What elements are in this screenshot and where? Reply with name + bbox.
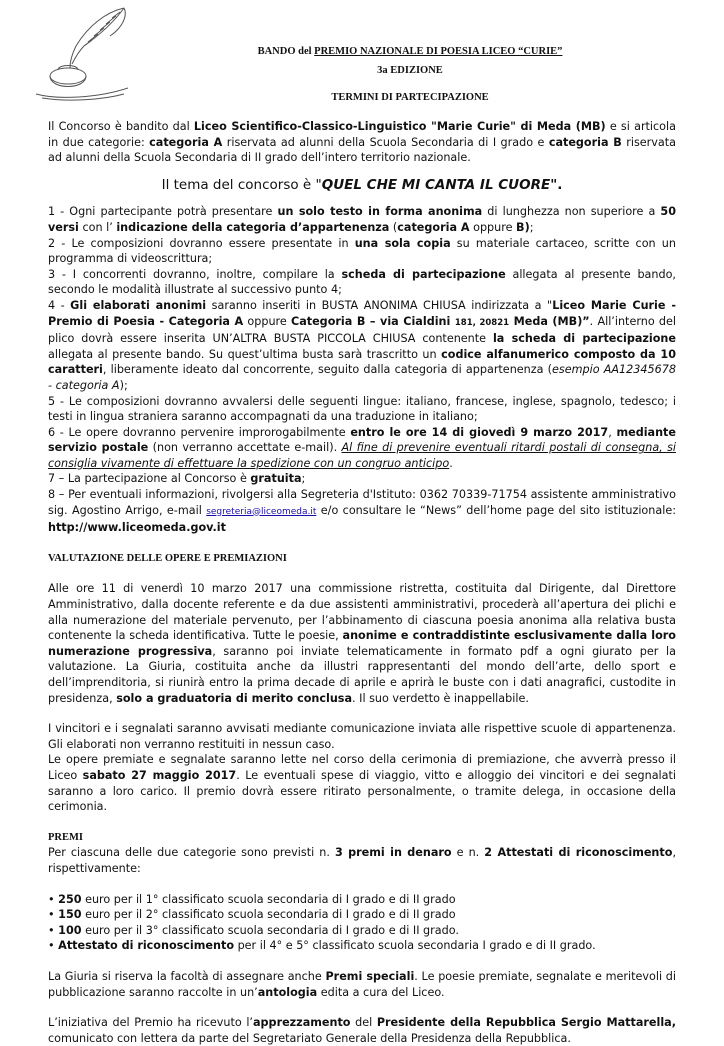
- theme-title: QUEL CHE MI CANTA IL CUORE: [321, 176, 551, 193]
- premi-paragraph-1: Per ciascuna delle due categorie sono previsti n. 3 premi in denaro e n. 2 Attestati di riconoscimento, rispettivamente:: [48, 846, 676, 875]
- rule-6: 6 - Le opere dovranno pervenire improrogabilmente entro le ore 14 di giovedì 9 marzo 2017, mediante servizio postale (non verranno accettate e-mail). Al fine di prevenire eventuali ritardi postali di consegna, si consiglia vivamente di effettuare la spedizione con un congruo anticipo.: [48, 425, 677, 470]
- document-body: [48, 119, 676, 1046]
- rule-4: 4 - Gli elaborati anonimi saranno inseriti in BUSTA ANONIMA CHIUSA indirizzata a "Liceo Marie Curie - Premio di Poesia - Categoria A oppure Categoria B – via Cialdini 181, 20821 Meda (MB)”. All’interno del plico dovrà essere inserita UN’ALTRA BUSTA PICCOLA CHIUSA contenente la scheda di partecipazione allegata al presente bando. Su quest’ultima busta sarà trascritto un codice alfanumerico composto da 10 caratteri, liberamente ideato dal concorrente, seguito dalla categoria di appartenenza (esempio AA12345678 - categoria A);: [48, 298, 676, 392]
- valutazione-heading: VALUTAZIONE DELLE OPERE E PREMIAZIONI: [48, 552, 287, 564]
- prize-item: • 150 euro per il 2° classificato scuola secondaria di I grado e di II grado: [48, 908, 456, 922]
- valutazione-paragraph-2: I vincitori e i segnalati saranno avvisati mediante comunicazione inviata alle rispettive scuole di appartenenza. Gli elaborati non verranno restituiti in nessun caso.: [48, 722, 676, 751]
- rule-1: 1 - Ogni partecipante potrà presentare un solo testo in forma anonima di lunghezza non superiore a 50 versi con l’ indicazione della categoria d’appartenenza (categoria A oppure B);: [48, 205, 676, 234]
- prize-item: • Attestato di riconoscimento per il 4° e 5° classificato scuola secondaria I grado e di II grado.: [48, 939, 596, 953]
- intro-paragraph: Il Concorso è bandito dal Liceo Scientifico-Classico-Linguistico "Marie Curie" di Meda (MB) e si articola in due categorie: categoria A riservata ad alunni della Scuola Secondaria di I grado e categoria B riservata ad alunni della Scuola Secondaria di II grado dell’intero territorio nazionale.: [48, 120, 676, 165]
- quill-inkwell-logo: [28, 2, 138, 106]
- rule-2: 2 - Le composizioni dovranno essere presentate in una sola copia su materiale cartaceo, scritte con un programma di videoscrittura;: [48, 236, 676, 266]
- theme-line: Il tema del concorso è "QUEL CHE MI CANTA IL CUORE".: [161, 176, 563, 193]
- terms-heading: [150, 92, 670, 103]
- premi-heading: PREMI: [48, 831, 83, 843]
- rule-7: 7 – La partecipazione al Concorso è gratuita;: [48, 472, 306, 486]
- website-url: http://www.liceomeda.gov.it: [48, 521, 226, 535]
- premi-paragraph-2: La Giuria si riserva la facoltà di assegnare anche Premi speciali. Le poesie premiate, segnalate e meritevoli di pubblicazione saranno raccolte in un’antologia edita a cura del Liceo.: [48, 969, 676, 999]
- header-title: PREMIO NAZIONALE DI POESIA LICEO “CURIE”: [314, 46, 563, 57]
- header-prefix: BANDO del: [257, 46, 315, 57]
- prize-item: • 250 euro per il 1° classificato scuola secondaria di I grado e di II grado: [48, 892, 456, 906]
- rule-3: 3 - I concorrenti dovranno, inoltre, compilare la scheda di partecipazione allegata al presente bando, secondo le modalità illustrate al successivo punto 4;: [48, 267, 676, 297]
- valutazione-paragraph-1: Alle ore 11 di venerdì 10 marzo 2017 una commissione ristretta, costituita dal Dirigente, dal Direttore Amministrativo, dalla docente referente e da due assistenti amministrativi, procederà all’apertura dei plichi e alla numerazione del materiale pervenuto, per l’abbinamento di ciascuna poesia anonima alla relativa busta contenente la scheda identificativa. Tutte le poesie, anonime e contraddistinte esclusivamente dalla loro numerazione progressiva, saranno poi inviate telematicamente in formato pdf a ogni giurato per la valutazione. La Giuria, costituita anche da illustri rappresentanti del mondo dell’arte, dello sport e dell’imprenditoria, si riunirà entro la prima decade di aprile e aprirà le buste con i dati anagrafici, custodite in presidenza, solo a graduatoria di merito conclusa. Il suo verdetto è inappellabile.: [48, 582, 676, 705]
- terms-heading-text: TERMINI DI PARTECIPAZIONE: [331, 92, 489, 103]
- rule-8: 8 – Per eventuali informazioni, rivolgersi alla Segreteria d'Istituto: 0362 70339-71754 assistente amministrativo sig. Agostino Arrigo, e-mail segreteria@liceomeda.it e/o consultare le “News” dell’home page del sito istituzionale: http://www.liceomeda.gov.it: [48, 488, 676, 535]
- premi-paragraph-3: L’iniziativa del Premio ha ricevuto l’apprezzamento del Presidente della Repubblica Sergio Mattarella, comunicato con lettera da parte del Segretariato Generale della Presidenza della Repubblica.: [48, 1016, 676, 1045]
- prize-item: • 100 euro per il 3° classificato scuola secondaria di I grado e di II grado.: [48, 923, 459, 937]
- edition-text: 3a EDIZIONE: [377, 65, 443, 76]
- valutazione-paragraph-3: Le opere premiate e segnalate saranno lette nel corso della cerimonia di premiazione, che avverrà presso il Liceo sabato 27 maggio 2017. Le eventuali spese di viaggio, vitto e alloggio dei vincitori e dei segnalati saranno a loro carico. Il premio dovrà essere ritirato personalmente, o tramite delega, in occasione della cerimonia.: [48, 753, 677, 814]
- email-link[interactable]: segreteria@liceomeda.it: [206, 506, 317, 517]
- rule-5: 5 - Le composizioni dovranno avvalersi delle seguenti lingue: italiano, francese, inglese, spagnolo, tedesco; i testi in lingua straniera saranno accompagnati da una traduzione in italiano;: [48, 394, 676, 424]
- document-header: [150, 46, 670, 57]
- prize-list: [48, 892, 676, 954]
- edition-label: [150, 65, 670, 76]
